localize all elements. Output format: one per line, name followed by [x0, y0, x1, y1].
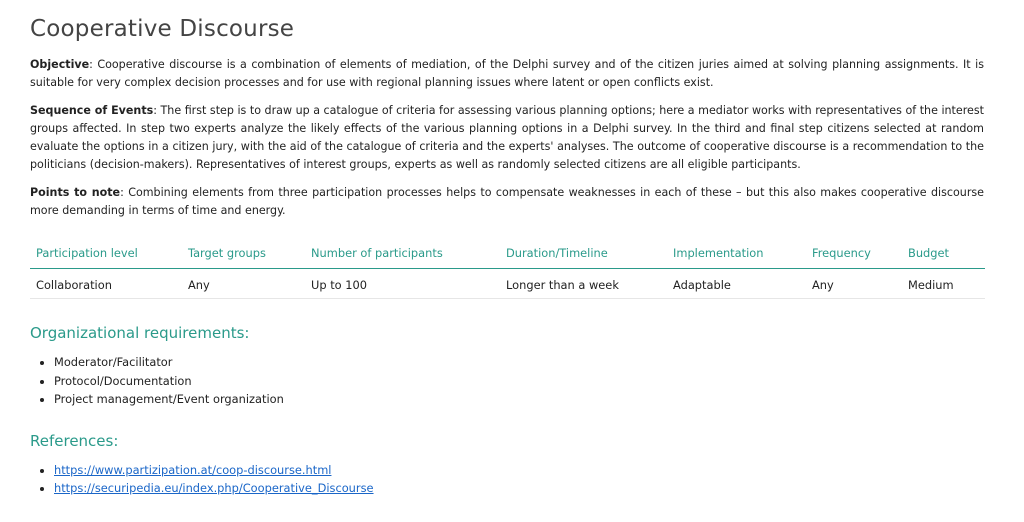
references-list	[30, 461, 984, 498]
requirements-heading: Organizational requirements:	[30, 324, 250, 342]
page-title: Cooperative Discourse	[30, 16, 295, 42]
header-number-of-participants: Number of participants	[305, 244, 500, 269]
header-duration-timeline: Duration/Timeline	[500, 244, 667, 269]
cell-participation-level: Collaboration	[30, 269, 182, 299]
objective-label: Objective	[30, 58, 90, 71]
points-paragraph	[30, 184, 984, 220]
header-frequency: Frequency	[806, 244, 902, 269]
header-implementation: Implementation	[667, 244, 806, 269]
list-item	[54, 461, 984, 480]
cell-number-of-participants: Up to 100	[305, 269, 500, 299]
objective-paragraph	[30, 56, 984, 92]
requirements-list	[30, 353, 984, 409]
header-participation-level: Participation level	[30, 244, 182, 269]
list-item	[54, 479, 984, 498]
cell-duration-timeline: Longer than a week	[500, 269, 667, 299]
references-heading: References:	[30, 431, 119, 450]
header-target-groups: Target groups	[182, 244, 305, 269]
info-table	[30, 244, 985, 299]
sequence-text: : The first step is to draw up a catalogue of criteria for assessing various planning options; here a mediator works with representatives of the interest groups affected. In step two experts analyze the likely effects of the various planning options in a Delphi survey. In the third and final step citizens selected at random evaluate the options in a citizen jury, with the aid of the catalogue of criteria and the experts' analyses. The outcome of cooperative discourse is a recommendation to the politicians (decision-makers). Representatives of interest groups, experts as well as randomly selected citizens are all eligible participants.	[30, 104, 985, 171]
cell-implementation: Adaptable	[667, 269, 806, 299]
points-label: Points to note	[30, 186, 121, 199]
header-budget: Budget	[902, 244, 985, 269]
sequence-label: Sequence of Events	[30, 104, 154, 117]
reference-link-partizipation[interactable]: https://www.partizipation.at/coop-discourse.html	[54, 462, 332, 477]
points-text: : Combining elements from three participation processes helps to compensate weaknesses in each of these – but this also makes cooperative discourse more demanding in terms of time and energy.	[30, 186, 984, 217]
objective-text: : Cooperative discourse is a combination of elements of mediation, of the Delphi survey and of the citizen juries aimed at solving planning assignments. It is suitable for very complex decision processes and for use with regional planning issues where latent or open conflicts exist.	[30, 58, 984, 89]
table-row	[30, 269, 985, 299]
cell-frequency: Any	[806, 269, 902, 299]
cell-budget: Medium	[902, 269, 985, 299]
sequence-paragraph	[30, 102, 984, 174]
list-item: • Protocol/Documentation	[54, 372, 984, 391]
cell-target-groups: Any	[182, 269, 305, 299]
list-item: • Moderator/Facilitator	[54, 353, 984, 372]
reference-link-securipedia[interactable]: https://securipedia.eu/index.php/Cooperative_Discourse	[54, 481, 374, 495]
table-header-row	[30, 244, 985, 269]
list-item: • Project management/Event organization	[54, 390, 984, 409]
